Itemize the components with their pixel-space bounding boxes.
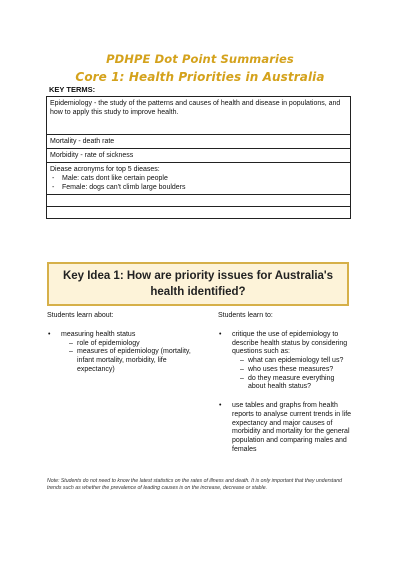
learn-about-heading: Students learn about: [47,312,114,319]
list-item: – role of epidemiology [69,340,197,349]
learn-about-column [47,312,197,381]
term-mortality: Mortality - death rate [47,135,351,149]
list-item: – measures of epidemiology (mortality, infant mortality, morbidity, life expectancy) [69,348,197,374]
term-acronyms [47,163,351,195]
list-item [232,331,353,392]
learn-about-item: measuring health status [61,330,136,338]
table-row [47,163,351,195]
learn-to-item-1: critique the use of epidemiology to describe health status by considering questions such as: [232,330,348,356]
footnote: Note: Students do not need to know the latest statistics on the rates of illness and death. It is only important that they understand trends such as whether the prevalence of leading causes is on the increase, decrease or stable. [47,478,342,492]
table-row [47,97,351,135]
list-item: – what can epidemiology tell us? [240,357,353,366]
learn-about-list [47,331,197,375]
table-row [47,195,351,207]
table-row [47,207,351,219]
empty-cell [47,195,351,207]
learn-to-item-2: use tables and graphs from health reports to analyse current trends in life expectancy and major causes of morbidity and mortality for the general population and comparing males and females [232,402,352,453]
acronyms-list [50,174,347,192]
acronym-female: - Female: dogs can't climb large boulders [62,183,347,192]
acronym-male: - Male: cats dont like certain people [62,174,347,183]
key-terms-table [46,96,351,219]
learn-to-column [218,312,353,461]
term-morbidity: Morbidity - rate of sickness [47,149,351,163]
table-row [47,135,351,149]
learn-to-heading: Students learn to: [218,312,273,319]
acronyms-title: Diease acronyms for top 5 dieases: [50,166,160,174]
list-item: – do they measure everything about health status? [240,375,353,393]
key-terms-label: KEY TERMS: [49,85,96,94]
key-idea-banner: Key Idea 1: How are priority issues for Australia's health identified? [47,262,349,306]
document-title: PDHPE Dot Point Summaries [106,52,294,66]
table-row [47,149,351,163]
list-item [61,331,197,375]
list-item [232,402,353,455]
empty-cell [47,207,351,219]
term-epidemiology: Epidemiology - the study of the patterns and causes of health and disease in populations, and how to apply this study to improve health. [47,97,351,135]
learn-to-sublist [232,357,353,392]
learn-about-sublist [61,340,197,375]
list-item: – who uses these measures? [240,366,353,375]
document-subtitle: Core 1: Health Priorities in Australia [75,70,325,84]
learn-to-list [218,331,353,455]
